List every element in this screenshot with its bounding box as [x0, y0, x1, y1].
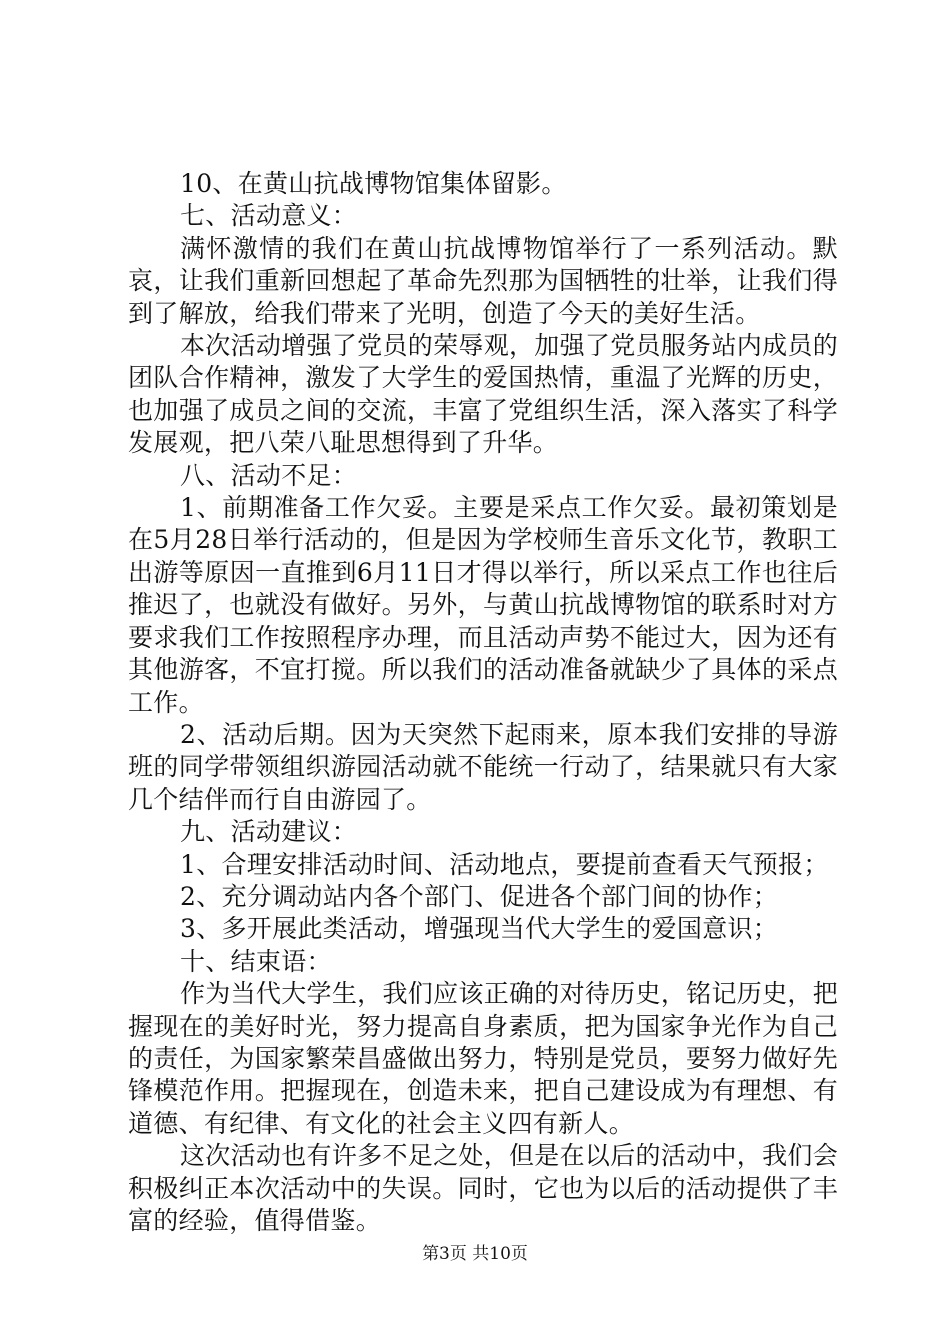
heading-activity-significance: 七、活动意义：	[180, 201, 358, 231]
paragraph-significance-1: 满怀激情的我们在黄山抗战博物馆举行了一系列活动。默哀，让我们重新回想起了革命先烈那为国牺牲的壮举，让我们得到了解放，给我们带来了光明，创造了今天的美好生活。	[128, 233, 838, 328]
page-number: 第3页 共10页	[422, 1244, 528, 1264]
item-10-photo: 10、在黄山抗战博物馆集体留影。	[180, 169, 567, 198]
suggestion-3: 3、多开展此类活动，增强现当代大学生的爱国意识；	[180, 914, 779, 944]
paragraph-conclusion-1: 作为当代大学生，我们应该正确的对待历史，铭记历史，把握现在的美好时光，努力提高自身素质，把为国家争光作为自己的责任，为国家繁荣昌盛做出努力，特别是党员，要努力做好先锋模范作用。把握现在，创造未来，把自己建设成为有理想、有道德、有纪律、有文化的社会主义四有新人。	[128, 979, 838, 1138]
suggestion-2: 2、充分调动站内各个部门、促进各个部门间的协作；	[180, 881, 779, 911]
paragraph-conclusion-2: 这次活动也有许多不足之处，但是在以后的活动中，我们会积极纠正本次活动中的失误。同时，它也为以后的活动提供了丰富的经验，值得借鉴。	[128, 1141, 838, 1235]
heading-activity-shortcomings: 八、活动不足：	[180, 460, 358, 490]
paragraph-shortcoming-2: 2、活动后期。因为天突然下起雨来，原本我们安排的导游班的同学带领组织游园活动就不能统一行动了，结果就只有大家几个结伴而行自由游园了。	[128, 719, 838, 814]
document-body	[128, 168, 838, 1237]
heading-conclusion: 十、结束语：	[180, 946, 332, 976]
heading-activity-suggestions: 九、活动建议：	[180, 817, 358, 847]
suggestion-1: 1、合理安排活动时间、活动地点，要提前查看天气预报；	[180, 849, 829, 879]
paragraph-shortcoming-1: 1、前期准备工作欠妥。主要是采点工作欠妥。最初策划是在5月28日举行活动的，但是因为学校师生音乐文化节，教职工出游等原因一直推到6月11日才得以举行，所以采点工作也往后推迟了，也就没有做好。另外，与黄山抗战博物馆的联系时对方要求我们工作按照程序办理，而且活动声势不能过大，因为还有其他游客，不宜打搅。所以我们的活动准备就缺少了具体的采点工作。	[128, 493, 838, 717]
paragraph-significance-2: 本次活动增强了党员的荣辱观，加强了党员服务站内成员的团队合作精神，激发了大学生的爱国热情，重温了光辉的历史，也加强了成员之间的交流，丰富了党组织生活，深入落实了科学发展观，把八荣八耻思想得到了升华。	[128, 331, 838, 458]
